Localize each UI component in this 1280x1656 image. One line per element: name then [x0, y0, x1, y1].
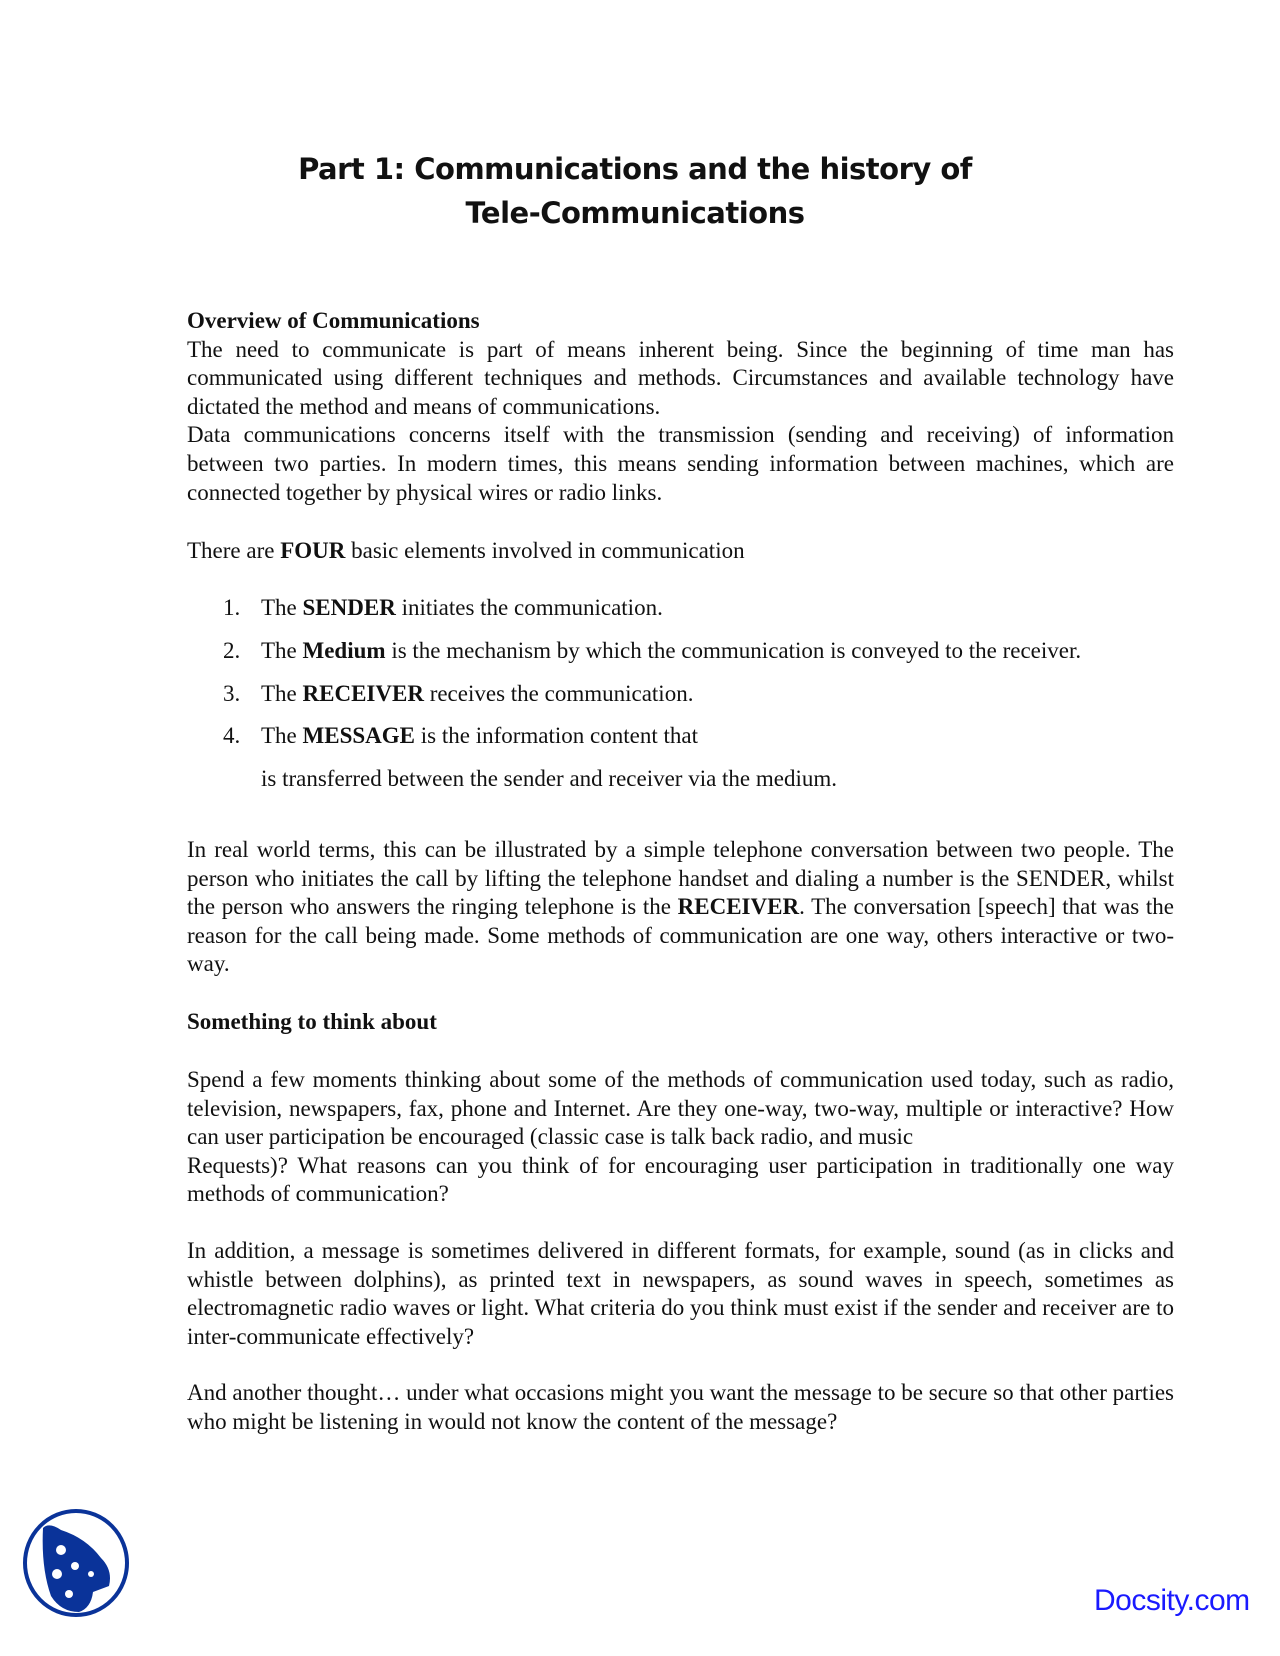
think-paragraph-1 — [187, 1066, 1174, 1209]
think-heading: Something to think about — [187, 1009, 437, 1034]
text: Spend a few moments thinking about some of the methods of communication used today, such as radio, television, newspapers, fax, phone and Internet. Are they one-way, two-way, multiple or interactive? How can user participation be encouraged (classic case is talk back radio, and music — [187, 1067, 1174, 1150]
overview-paragraph-2: Data communications concerns itself with the transmission (sending and receiving) of information between two parties. In modern times, this means sending information between machines, which are connected together by physical wires or radio links. — [187, 422, 1174, 505]
list-number: 4. — [223, 723, 241, 748]
list-item — [223, 637, 1081, 665]
list-item — [223, 722, 698, 750]
text: There are — [187, 538, 281, 563]
text: is the mechanism by which the communication is conveyed to the receiver. — [385, 638, 1082, 663]
overview-paragraph-1: The need to communicate is part of means inherent being. Since the beginning of time man has communicated using different techniques and methods. Circumstances and available technology have dictated the method and means of communications. — [187, 336, 1174, 419]
bold-text: FOUR — [280, 538, 346, 563]
list-number: 1. — [223, 595, 241, 620]
list-item-continuation: is transferred between the sender and receiver via the medium. — [261, 766, 838, 791]
docsity-logo-icon — [21, 1508, 131, 1618]
list-item — [223, 680, 693, 708]
text: The — [261, 723, 303, 748]
overview-section — [187, 307, 1174, 507]
text: is the information content that — [415, 723, 698, 748]
realworld-paragraph — [187, 836, 1174, 979]
text: In real world terms, this can be illustrated by a simple telephone conversation between two people. The person who initiates the call by lifting the telephone handset and dialing a number is the SENDER, whilst the person who answers the ringing telephone is the — [187, 837, 1174, 920]
text: . The conversation [speech] that was the reason for the call being made. Some methods of communication are one way, others interactive or two-way. — [187, 894, 1175, 977]
text: The — [261, 638, 303, 663]
title-line-1: Part 1: Communications and the history of — [298, 152, 972, 186]
text: The — [261, 595, 303, 620]
list-number: 2. — [223, 638, 241, 663]
four-elements-intro — [187, 537, 1174, 566]
bold-text: RECEIVER — [677, 894, 800, 920]
think-paragraph-2: In addition, a message is sometimes delivered in different formats, for example, sound (as in clicks and whistle between dolphins), as printed text in newspapers, as sound waves in speech, sometimes as electromagnetic radio waves or light. What criteria do you think must exist if the sender and receiver are to inter-communicate effectively? — [187, 1238, 1174, 1349]
bold-text: SENDER — [302, 595, 396, 620]
text: The — [261, 681, 303, 706]
list-number: 3. — [223, 681, 241, 706]
text: basic elements involved in communication — [345, 538, 745, 563]
think-paragraph-3: And another thought… under what occasions might you want the message to be secure so that other parties who might be listening in would not know the content of the message? — [187, 1380, 1174, 1434]
bold-text: Medium — [302, 638, 386, 663]
title-line-2: Tele-Communications — [465, 196, 805, 230]
docsity-brand-link[interactable]: Docsity.com — [1094, 1584, 1250, 1617]
overview-heading: Overview of Communications — [187, 308, 480, 333]
text: receives the communication. — [423, 681, 694, 706]
bold-text: RECEIVER — [302, 681, 424, 706]
text: Requests)? What reasons can you think of for encouraging user participation in traditionally one way methods of communication? — [187, 1152, 1174, 1207]
list-item — [223, 594, 663, 622]
bold-text: MESSAGE — [302, 723, 415, 748]
text: initiates the communication. — [395, 595, 663, 620]
